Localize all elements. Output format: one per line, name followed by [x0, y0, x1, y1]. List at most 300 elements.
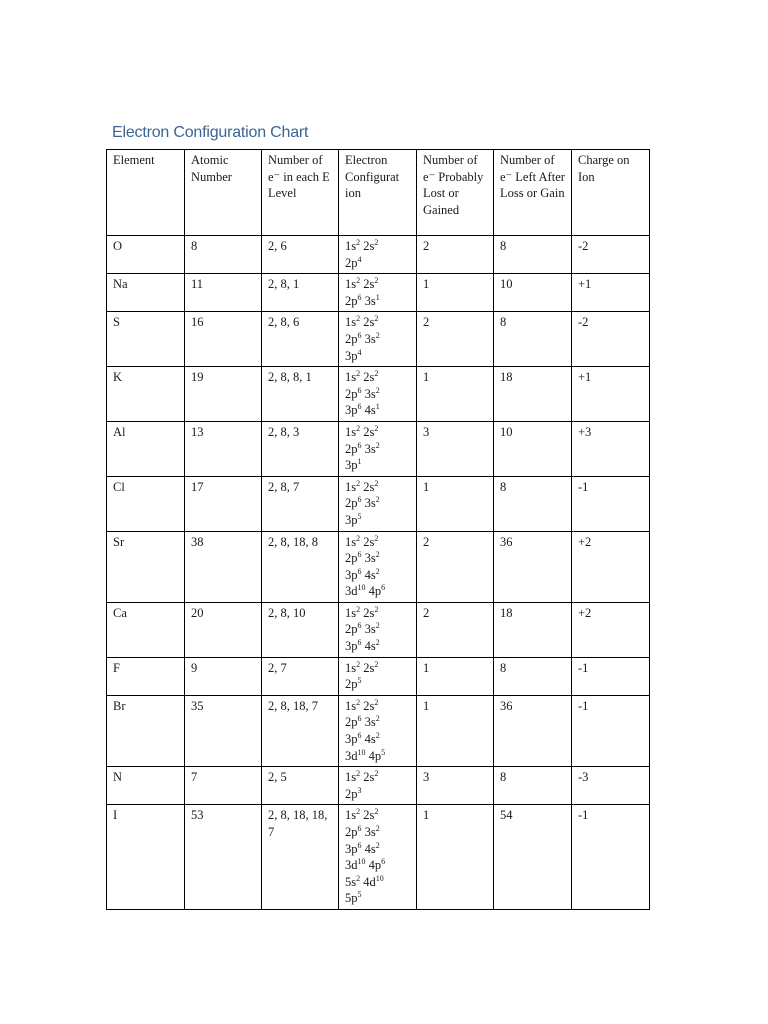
orbital-term: [345, 387, 362, 401]
electron-count: 2: [374, 478, 379, 488]
cell-energy-levels: 2, 8, 7: [262, 476, 339, 531]
cell-configuration: [339, 476, 417, 531]
table-body: [107, 236, 650, 910]
header-atomic-number: Atomic Number: [185, 150, 262, 236]
orbital-label: 2p: [345, 551, 358, 566]
orbital-label: 2s: [363, 660, 375, 675]
orbital-label: 2s: [363, 424, 375, 439]
cell-lost-gained: 1: [417, 805, 494, 910]
configuration-line: [345, 676, 410, 693]
electron-count: 5: [381, 747, 386, 757]
electron-count: 6: [381, 583, 386, 593]
electron-count: 6: [357, 731, 362, 741]
orbital-term: [345, 875, 360, 889]
electron-count: 6: [357, 440, 362, 450]
configuration-line: [345, 457, 410, 474]
orbital-label: 4s: [364, 732, 376, 747]
orbital-label: 3p: [345, 639, 358, 654]
orbital-term: [345, 622, 362, 636]
configuration-line: [345, 583, 410, 600]
orbital-term: [365, 622, 380, 636]
configuration-line: [345, 567, 410, 584]
orbital-term: [345, 699, 360, 713]
cell-atomic-number: 16: [185, 312, 262, 367]
orbital-label: 3p: [345, 567, 358, 582]
orbital-term: [345, 661, 360, 675]
header-electrons-left: Number of e⁻ Left After Loss or Gain: [494, 150, 572, 236]
electron-count: 6: [357, 638, 362, 648]
cell-lost-gained: 2: [417, 236, 494, 274]
cell-lost-gained: 1: [417, 476, 494, 531]
orbital-label: 3s: [364, 496, 376, 511]
electron-configuration-table: [106, 149, 650, 910]
orbital-label: 2s: [363, 770, 375, 785]
electron-count: 2: [374, 697, 379, 707]
cell-atomic-number: 17: [185, 476, 262, 531]
orbital-label: 4s: [364, 841, 376, 856]
electron-count: 6: [357, 550, 362, 560]
orbital-term: [345, 277, 360, 291]
electron-count: 6: [357, 824, 362, 833]
orbital-label: 4p: [368, 584, 382, 599]
electron-count: 2: [374, 238, 379, 247]
cell-element: O: [107, 236, 185, 274]
orbital-term: [365, 442, 380, 456]
cell-energy-levels: 2, 8, 6: [262, 312, 339, 367]
orbital-label: 1s: [345, 479, 357, 494]
cell-charge: +1: [572, 367, 650, 422]
cell-charge: +3: [572, 421, 650, 476]
orbital-label: 2p: [345, 255, 358, 270]
cell-charge: +2: [572, 602, 650, 657]
orbital-label: 2s: [363, 370, 375, 385]
orbital-term: [345, 568, 362, 582]
orbital-term: [345, 256, 362, 270]
cell-electrons-left: 36: [494, 695, 572, 766]
orbital-term: [345, 480, 360, 494]
table-header-row: [107, 150, 650, 236]
orbital-label: 3d: [345, 858, 358, 873]
orbital-label: 3p: [345, 841, 358, 856]
cell-lost-gained: 1: [417, 274, 494, 312]
configuration-line: [345, 314, 410, 331]
cell-configuration: [339, 274, 417, 312]
configuration-line: [345, 441, 410, 458]
orbital-term: [345, 749, 366, 763]
electron-count: 2: [374, 314, 379, 324]
configuration-line: [345, 276, 410, 293]
cell-atomic-number: 9: [185, 657, 262, 695]
orbital-term: [363, 661, 378, 675]
electron-count: 2: [375, 566, 380, 576]
orbital-term: [365, 294, 380, 308]
orbital-label: 5p: [345, 891, 358, 906]
cell-atomic-number: 53: [185, 805, 262, 910]
cell-electrons-left: 8: [494, 312, 572, 367]
orbital-label: 3s: [364, 715, 376, 730]
electron-count: 2: [375, 840, 380, 850]
cell-element: Sr: [107, 531, 185, 602]
cell-configuration: [339, 767, 417, 805]
orbital-term: [365, 639, 380, 653]
orbital-label: 2p: [345, 622, 358, 637]
cell-energy-levels: 2, 7: [262, 657, 339, 695]
electron-count: 2: [374, 769, 379, 779]
orbital-label: 1s: [345, 424, 357, 439]
orbital-label: 2s: [363, 277, 375, 292]
orbital-label: 2p: [345, 293, 358, 308]
configuration-line: [345, 605, 410, 622]
header-lost-gained: Number of e⁻ Probably Lost or Gained: [417, 150, 494, 236]
orbital-label: 3d: [345, 584, 358, 599]
electron-count: 2: [375, 638, 380, 648]
header-element: Element: [107, 150, 185, 236]
orbital-term: [365, 715, 380, 729]
electron-count: 4: [357, 254, 362, 264]
cell-energy-levels: 2, 8, 18, 8: [262, 531, 339, 602]
orbital-term: [345, 770, 360, 784]
cell-charge: -1: [572, 657, 650, 695]
electron-count: 2: [356, 873, 361, 883]
orbital-label: 3s: [364, 441, 376, 456]
electron-count: 2: [356, 659, 361, 669]
electron-count: 2: [375, 330, 380, 340]
cell-charge: -1: [572, 695, 650, 766]
electron-count: 6: [357, 840, 362, 850]
cell-energy-levels: 2, 8, 1: [262, 274, 339, 312]
orbital-term: [345, 294, 362, 308]
electron-count: 2: [374, 423, 379, 433]
electron-count: 2: [375, 731, 380, 741]
electron-count: 1: [375, 402, 380, 412]
cell-electrons-left: 8: [494, 767, 572, 805]
orbital-term: [365, 825, 380, 839]
orbital-term: [365, 568, 380, 582]
cell-energy-levels: 2, 8, 10: [262, 602, 339, 657]
orbital-term: [365, 403, 380, 417]
cell-configuration: [339, 657, 417, 695]
cell-atomic-number: 20: [185, 602, 262, 657]
orbital-term: [345, 403, 362, 417]
cell-charge: -2: [572, 236, 650, 274]
orbital-term: [345, 606, 360, 620]
electron-count: 10: [375, 873, 384, 883]
cell-charge: +1: [572, 274, 650, 312]
cell-atomic-number: 35: [185, 695, 262, 766]
table-row: [107, 602, 650, 657]
configuration-line: [345, 621, 410, 638]
configuration-line: [345, 238, 410, 255]
electron-count: 2: [356, 478, 361, 488]
orbital-label: 1s: [345, 370, 357, 385]
orbital-term: [345, 858, 366, 872]
orbital-term: [363, 480, 378, 494]
cell-element: N: [107, 767, 185, 805]
header-energy-levels: Number of e⁻ in each E Level: [262, 150, 339, 236]
electron-count: 2: [356, 238, 361, 247]
electron-count: 2: [356, 369, 361, 379]
cell-configuration: [339, 367, 417, 422]
cell-lost-gained: 3: [417, 767, 494, 805]
orbital-label: 3p: [345, 458, 358, 473]
cell-configuration: [339, 421, 417, 476]
cell-atomic-number: 7: [185, 767, 262, 805]
table-row: [107, 236, 650, 274]
page-title: Electron Configuration Chart: [112, 124, 309, 141]
orbital-label: 2s: [363, 605, 375, 620]
orbital-term: [365, 496, 380, 510]
table-row: [107, 367, 650, 422]
orbital-term: [345, 715, 362, 729]
orbital-label: 2p: [345, 825, 358, 839]
configuration-line: [345, 293, 410, 310]
orbital-term: [345, 551, 362, 565]
cell-lost-gained: 3: [417, 421, 494, 476]
cell-energy-levels: 2, 8, 18, 18, 7: [262, 805, 339, 910]
electron-count: 2: [356, 769, 361, 779]
cell-electrons-left: 36: [494, 531, 572, 602]
configuration-line: [345, 331, 410, 348]
table-row: [107, 695, 650, 766]
orbital-label: 5s: [345, 874, 357, 889]
orbital-term: [363, 606, 378, 620]
orbital-label: 3p: [345, 732, 358, 747]
configuration-line: [345, 769, 410, 786]
orbital-label: 3d: [345, 748, 358, 763]
orbital-term: [365, 387, 380, 401]
electron-count: 2: [375, 550, 380, 560]
orbital-term: [345, 425, 360, 439]
orbital-term: [363, 770, 378, 784]
cell-electrons-left: 10: [494, 421, 572, 476]
configuration-line: [345, 660, 410, 677]
orbital-label: 4d: [363, 874, 376, 889]
cell-electrons-left: 54: [494, 805, 572, 910]
orbital-term: [345, 496, 362, 510]
orbital-term: [345, 825, 362, 839]
orbital-label: 4p: [368, 748, 382, 763]
configuration-line: [345, 857, 410, 874]
configuration-line: [345, 348, 410, 365]
orbital-term: [345, 513, 362, 527]
orbital-label: 3s: [364, 386, 376, 401]
orbital-term: [363, 808, 378, 822]
orbital-term: [345, 639, 362, 653]
configuration-line: [345, 534, 410, 551]
orbital-term: [363, 239, 378, 253]
electron-count: 1: [375, 292, 380, 302]
configuration-line: [345, 495, 410, 512]
orbital-label: 2p: [345, 331, 358, 346]
electron-count: 2: [375, 440, 380, 450]
electron-count: 4: [357, 347, 362, 357]
cell-configuration: [339, 695, 417, 766]
cell-charge: -1: [572, 476, 650, 531]
electron-count: 2: [356, 314, 361, 324]
orbital-term: [345, 315, 360, 329]
orbital-term: [365, 332, 380, 346]
electron-count: 2: [356, 697, 361, 707]
cell-element: Br: [107, 695, 185, 766]
orbital-label: 2s: [363, 315, 375, 330]
configuration-line: [345, 824, 410, 841]
orbital-term: [363, 699, 378, 713]
electron-count: 2: [375, 824, 380, 833]
orbital-term: [363, 425, 378, 439]
cell-electrons-left: 8: [494, 657, 572, 695]
orbital-term: [345, 732, 362, 746]
configuration-line: [345, 369, 410, 386]
cell-electrons-left: 18: [494, 602, 572, 657]
orbital-term: [345, 442, 362, 456]
cell-energy-levels: 2, 8, 8, 1: [262, 367, 339, 422]
table-row: [107, 767, 650, 805]
electron-count: 6: [357, 621, 362, 631]
electron-count: 6: [357, 292, 362, 302]
orbital-term: [345, 808, 360, 822]
orbital-term: [363, 535, 378, 549]
table-row: [107, 805, 650, 910]
configuration-line: [345, 512, 410, 529]
configuration-line: [345, 698, 410, 715]
electron-count: 6: [381, 857, 386, 867]
cell-charge: -3: [572, 767, 650, 805]
header-configuration: Electron Configurat ion: [339, 150, 417, 236]
electron-count: 5: [357, 676, 362, 686]
electron-count: 6: [357, 330, 362, 340]
cell-element: Al: [107, 421, 185, 476]
orbital-label: 1s: [345, 534, 357, 549]
configuration-line: [345, 807, 410, 824]
orbital-term: [345, 370, 360, 384]
orbital-label: 1s: [345, 660, 357, 675]
electron-count: 2: [374, 276, 379, 286]
cell-lost-gained: 2: [417, 602, 494, 657]
electron-count: 2: [374, 807, 379, 817]
configuration-line: [345, 731, 410, 748]
orbital-label: 3s: [364, 293, 376, 308]
header-charge: Charge on Ion: [572, 150, 650, 236]
electron-count: 2: [375, 495, 380, 505]
orbital-label: 4s: [364, 403, 376, 418]
table-row: [107, 312, 650, 367]
configuration-line: [345, 841, 410, 858]
cell-energy-levels: 2, 8, 3: [262, 421, 339, 476]
electron-count: 6: [357, 714, 362, 724]
orbital-term: [345, 332, 362, 346]
electron-count: 2: [356, 423, 361, 433]
cell-energy-levels: 2, 6: [262, 236, 339, 274]
configuration-line: [345, 550, 410, 567]
orbital-term: [363, 370, 378, 384]
cell-configuration: [339, 312, 417, 367]
orbital-term: [369, 749, 386, 763]
cell-configuration: [339, 805, 417, 910]
electron-count: 1: [357, 457, 362, 467]
electron-count: 10: [357, 747, 366, 757]
orbital-label: 1s: [345, 698, 357, 713]
table-row: [107, 657, 650, 695]
cell-lost-gained: 1: [417, 367, 494, 422]
orbital-label: 3s: [364, 331, 376, 346]
orbital-label: 2p: [345, 386, 358, 401]
orbital-term: [345, 787, 362, 801]
cell-atomic-number: 38: [185, 531, 262, 602]
electron-count: 2: [374, 659, 379, 669]
cell-configuration: [339, 602, 417, 657]
cell-electrons-left: 8: [494, 236, 572, 274]
orbital-term: [345, 891, 362, 905]
orbital-label: 1s: [345, 277, 357, 292]
cell-lost-gained: 2: [417, 531, 494, 602]
orbital-label: 3s: [364, 551, 376, 566]
cell-configuration: [339, 531, 417, 602]
configuration-line: [345, 479, 410, 496]
electron-count: 6: [357, 566, 362, 576]
orbital-label: 3p: [345, 512, 358, 527]
configuration-line: [345, 890, 410, 907]
orbital-label: 1s: [345, 605, 357, 620]
orbital-label: 2p: [345, 786, 358, 801]
cell-electrons-left: 8: [494, 476, 572, 531]
electron-count: 6: [357, 495, 362, 505]
orbital-term: [363, 277, 378, 291]
orbital-label: 2s: [363, 808, 375, 823]
electron-count: 2: [375, 714, 380, 724]
cell-element: K: [107, 367, 185, 422]
configuration-line: [345, 402, 410, 419]
orbital-term: [365, 551, 380, 565]
cell-atomic-number: 8: [185, 236, 262, 274]
electron-count: 2: [356, 533, 361, 543]
electron-count: 10: [357, 857, 366, 867]
electron-count: 2: [375, 385, 380, 395]
orbital-label: 2s: [363, 698, 375, 713]
orbital-term: [345, 677, 362, 691]
electron-count: 10: [357, 583, 366, 593]
orbital-term: [345, 584, 366, 598]
orbital-label: 3p: [345, 348, 358, 363]
cell-atomic-number: 13: [185, 421, 262, 476]
orbital-term: [363, 315, 378, 329]
orbital-term: [345, 349, 362, 363]
configuration-line: [345, 255, 410, 272]
electron-count: 2: [375, 621, 380, 631]
cell-atomic-number: 11: [185, 274, 262, 312]
orbital-label: 2p: [345, 496, 358, 511]
orbital-label: 2p: [345, 441, 358, 456]
cell-element: Na: [107, 274, 185, 312]
orbital-label: 2s: [363, 479, 375, 494]
configuration-line: [345, 786, 410, 803]
orbital-label: 3s: [364, 622, 376, 637]
orbital-label: 2p: [345, 715, 358, 730]
electron-count: 5: [357, 890, 362, 900]
table-row: [107, 421, 650, 476]
orbital-term: [365, 842, 380, 856]
cell-charge: -1: [572, 805, 650, 910]
cell-lost-gained: 1: [417, 695, 494, 766]
orbital-label: 4p: [368, 858, 382, 873]
electron-count: 5: [357, 511, 362, 521]
electron-count: 2: [356, 276, 361, 286]
electron-count: 2: [374, 533, 379, 543]
cell-element: Ca: [107, 602, 185, 657]
orbital-term: [345, 458, 362, 472]
orbital-label: 1s: [345, 239, 357, 253]
electron-count: 3: [357, 785, 362, 795]
cell-electrons-left: 10: [494, 274, 572, 312]
